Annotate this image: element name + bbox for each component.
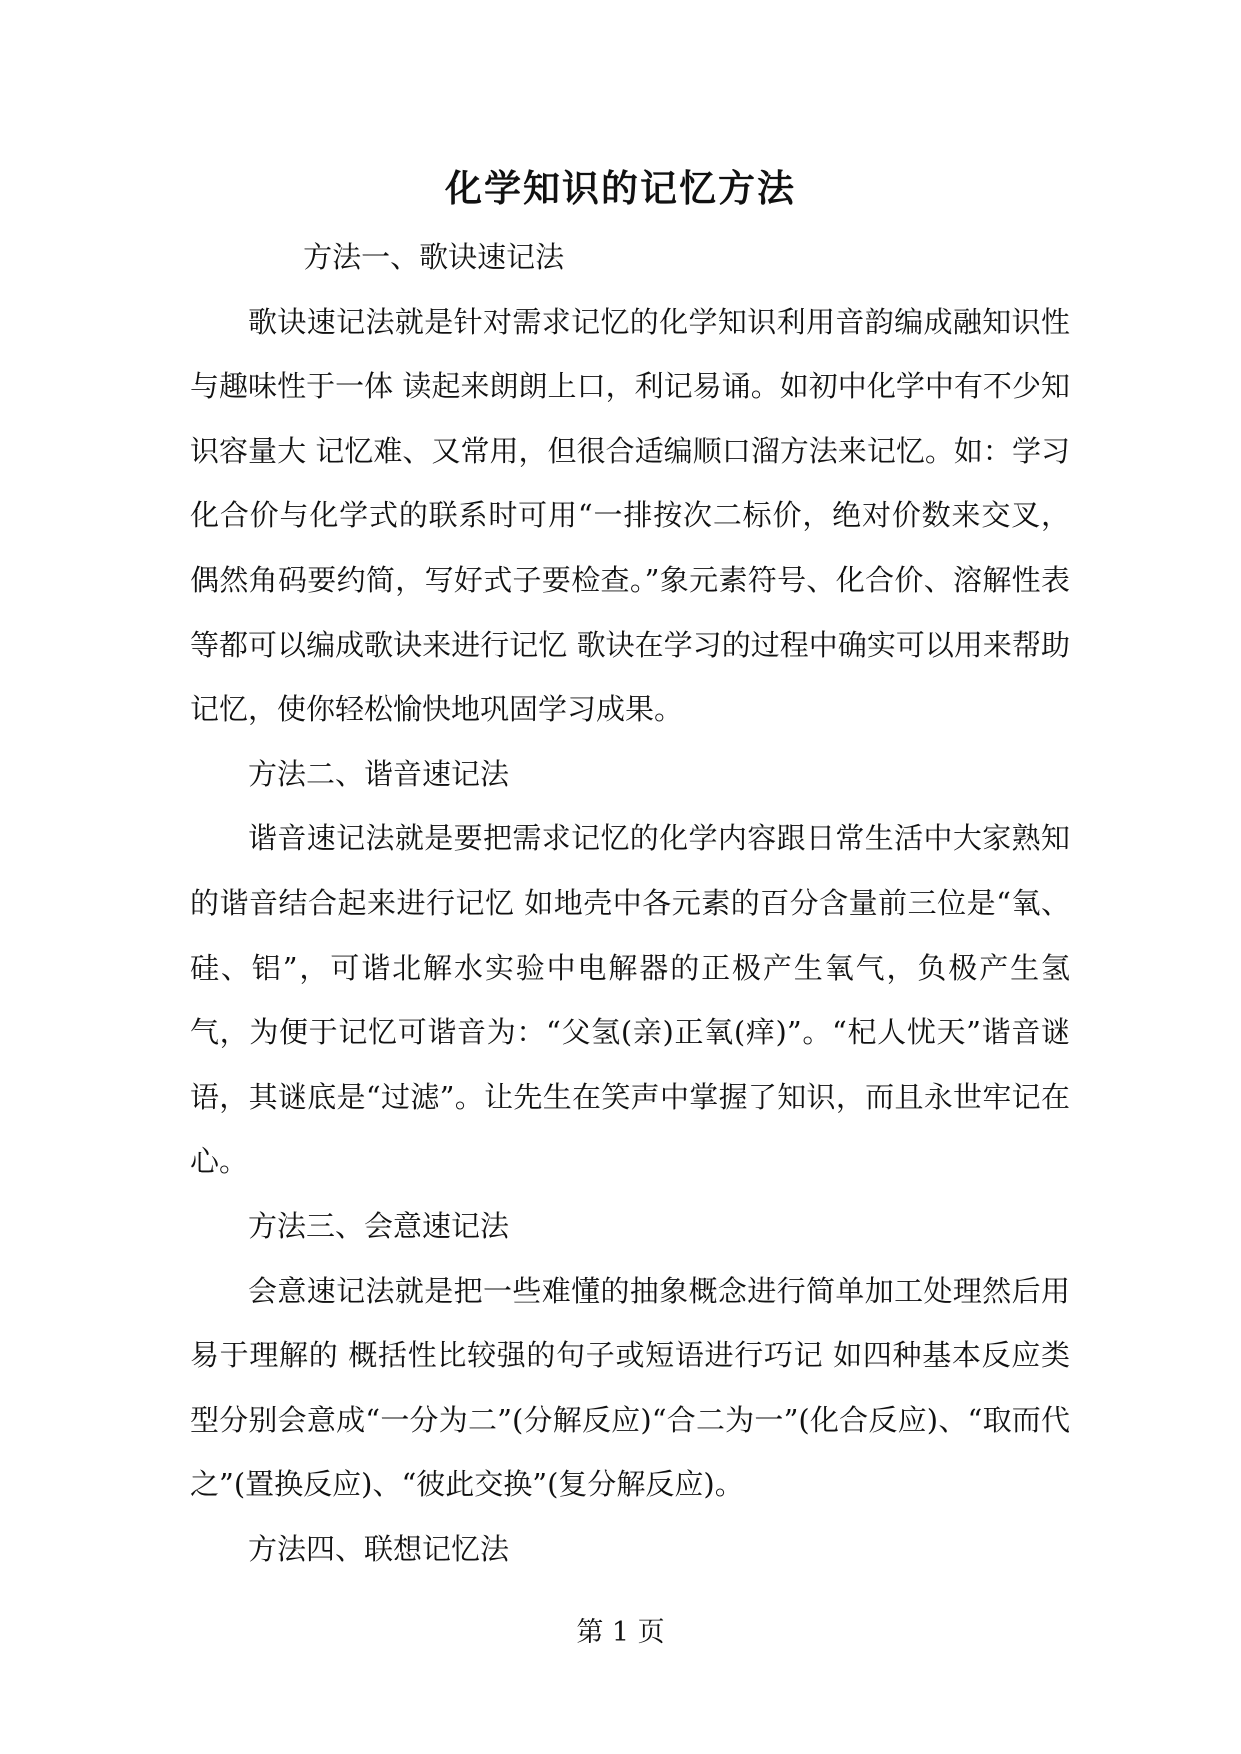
document-body [190, 225, 1070, 1581]
page-number: 第 1 页 [576, 1617, 665, 1648]
paragraph-3: 会意速记法就是把一些难懂的抽象概念进行简单加工处理然后用易于理解的 概括性比较强的句子或短语进行巧记 如四种基本反应类型分别会意成“一分为二”(分解反应)“合二为一”(化合反应)、“取而代之”(置换反应)、“彼此交换”(复分解反应)。 [190, 1273, 1070, 1502]
paragraph-2: 谐音速记法就是要把需求记忆的化学内容跟日常生活中大家熟知的谐音结合起来进行记忆 如地壳中各元素的百分含量前三位是“氧、硅、铝”，可谐北解水实验中电解器的正极产生氧气，负极产生氢气，为便于记忆可谐音为：“父氢(亲)正氧(痒)”。“杞人忧天”谐音谜语，其谜底是“过滤”。让先生在笑声中掌握了知识，而且永世牢记在心。 [190, 821, 1070, 1179]
paragraph-1: 歌诀速记法就是针对需求记忆的化学知识利用音韵编成融知识性与趣味性于一体 读起来朗朗上口，利记易诵。如初中化学中有不少知识容量大 记忆难、又常用，但很合适编顺口溜方法来记忆。如：学习化合价与化学式的联系时可用“一排按次二标价，绝对价数来交叉，偶然角码要约简，写好式子要检查。”象元素符号、化合价、溶解性表等都可以编成歌诀来进行记忆 歌诀在学习的过程中确实可以用来帮助记忆，使你轻松愉快地巩固学习成果。 [190, 304, 1070, 727]
page-title: 化学知识的记忆方法 [445, 166, 796, 210]
section-heading-4: 方法四、联想记忆法 [248, 1531, 510, 1566]
section-heading-3: 方法三、会意速记法 [248, 1208, 510, 1243]
section-heading-2: 方法二、谐音速记法 [248, 756, 510, 791]
section-heading-1: 方法一、歌诀速记法 [303, 240, 565, 274]
